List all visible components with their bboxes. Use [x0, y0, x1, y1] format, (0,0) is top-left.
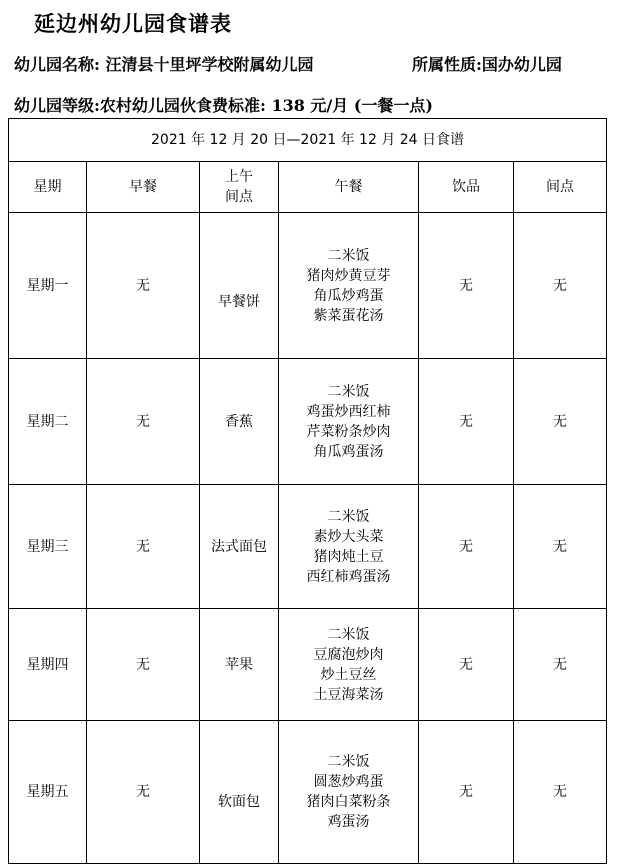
level-label: 幼儿园等级:	[14, 96, 100, 115]
table-row	[9, 359, 607, 485]
level-value: 农村幼儿园	[99, 96, 180, 115]
breakfast-cell: 无	[87, 721, 200, 864]
level-fee-line	[14, 93, 433, 116]
breakfast-cell: 无	[87, 213, 200, 359]
kindergarten-name-line	[14, 52, 314, 75]
lunch-item: 二米饭	[327, 383, 370, 400]
drink-cell: 无	[419, 609, 514, 721]
morning-snack-cell: 早餐饼	[200, 213, 279, 359]
menu-table	[8, 118, 607, 864]
day-cell: 星期五	[9, 721, 87, 864]
snack-cell: 无	[514, 485, 607, 609]
header-morning-snack-line1: 上午	[225, 169, 253, 185]
table-row	[9, 609, 607, 721]
day-cell: 星期三	[9, 485, 87, 609]
drink-cell: 无	[419, 359, 514, 485]
nature-line	[412, 52, 562, 75]
lunch-item: 猪肉炒黄豆芽	[306, 267, 391, 284]
lunch-item: 素炒大头菜	[313, 528, 384, 545]
table-row	[9, 485, 607, 609]
lunch-item: 角瓜炒鸡蛋	[313, 287, 384, 304]
nature-value: 国办幼儿园	[481, 55, 562, 74]
fee-label: 伙食费标准:	[179, 96, 266, 115]
table-row	[9, 213, 607, 359]
fee-value: 138 元/月 (一餐一点)	[271, 96, 433, 115]
lunch-item: 猪肉炖土豆	[313, 548, 384, 565]
lunch-cell	[279, 485, 419, 609]
day-cell: 星期四	[9, 609, 87, 721]
snack-cell: 无	[514, 213, 607, 359]
snack-cell: 无	[514, 609, 607, 721]
lunch-item: 炒土豆丝	[320, 666, 377, 683]
lunch-item: 西红柿鸡蛋汤	[306, 568, 391, 585]
table-row	[9, 721, 607, 864]
breakfast-cell: 无	[87, 359, 200, 485]
header-row	[9, 162, 607, 213]
drink-cell: 无	[419, 721, 514, 864]
lunch-cell	[279, 721, 419, 864]
lunch-item: 鸡蛋炒西红柿	[306, 403, 391, 420]
lunch-item: 土豆海菜汤	[313, 686, 384, 703]
lunch-item: 鸡蛋汤	[327, 814, 370, 830]
drink-cell: 无	[419, 213, 514, 359]
header-breakfast: 早餐	[87, 162, 200, 213]
lunch-item: 二米饭	[327, 508, 370, 525]
header-morning-snack-line2: 间点	[225, 189, 253, 205]
drink-cell: 无	[419, 485, 514, 609]
date-range: 2021 年 12 月 20 日—2021 年 12 月 24 日食谱	[9, 119, 607, 162]
morning-snack-cell: 苹果	[200, 609, 279, 721]
header-morning-snack	[200, 162, 279, 213]
header-lunch: 午餐	[279, 162, 419, 213]
kindergarten-name: 汪清县十里坪学校附属幼儿园	[105, 55, 314, 74]
morning-snack-cell: 软面包	[200, 721, 279, 864]
kindergarten-label: 幼儿园名称:	[14, 55, 100, 74]
lunch-cell	[279, 609, 419, 721]
morning-snack-cell: 法式面包	[200, 485, 279, 609]
nature-label: 所属性质:	[412, 55, 482, 74]
lunch-item: 芹菜粉条炒肉	[306, 423, 391, 440]
lunch-cell	[279, 359, 419, 485]
lunch-item: 紫菜蛋花汤	[313, 307, 384, 324]
day-cell: 星期一	[9, 213, 87, 359]
lunch-item: 角瓜鸡蛋汤	[313, 443, 384, 460]
snack-cell: 无	[514, 359, 607, 485]
breakfast-cell: 无	[87, 609, 200, 721]
lunch-item: 二米饭	[327, 754, 370, 770]
morning-snack-cell: 香蕉	[200, 359, 279, 485]
lunch-item: 圆葱炒鸡蛋	[313, 774, 384, 790]
header-snack: 间点	[514, 162, 607, 213]
header-drink: 饮品	[419, 162, 514, 213]
lunch-cell	[279, 213, 419, 359]
breakfast-cell: 无	[87, 485, 200, 609]
lunch-item: 豆腐泡炒肉	[313, 646, 384, 663]
lunch-item: 二米饭	[327, 247, 370, 264]
snack-cell: 无	[514, 721, 607, 864]
header-day: 星期	[9, 162, 87, 213]
day-cell: 星期二	[9, 359, 87, 485]
lunch-item: 猪肉白菜粉条	[306, 794, 391, 810]
lunch-item: 二米饭	[327, 626, 370, 643]
page-title: 延边州幼儿园食谱表	[34, 11, 232, 36]
